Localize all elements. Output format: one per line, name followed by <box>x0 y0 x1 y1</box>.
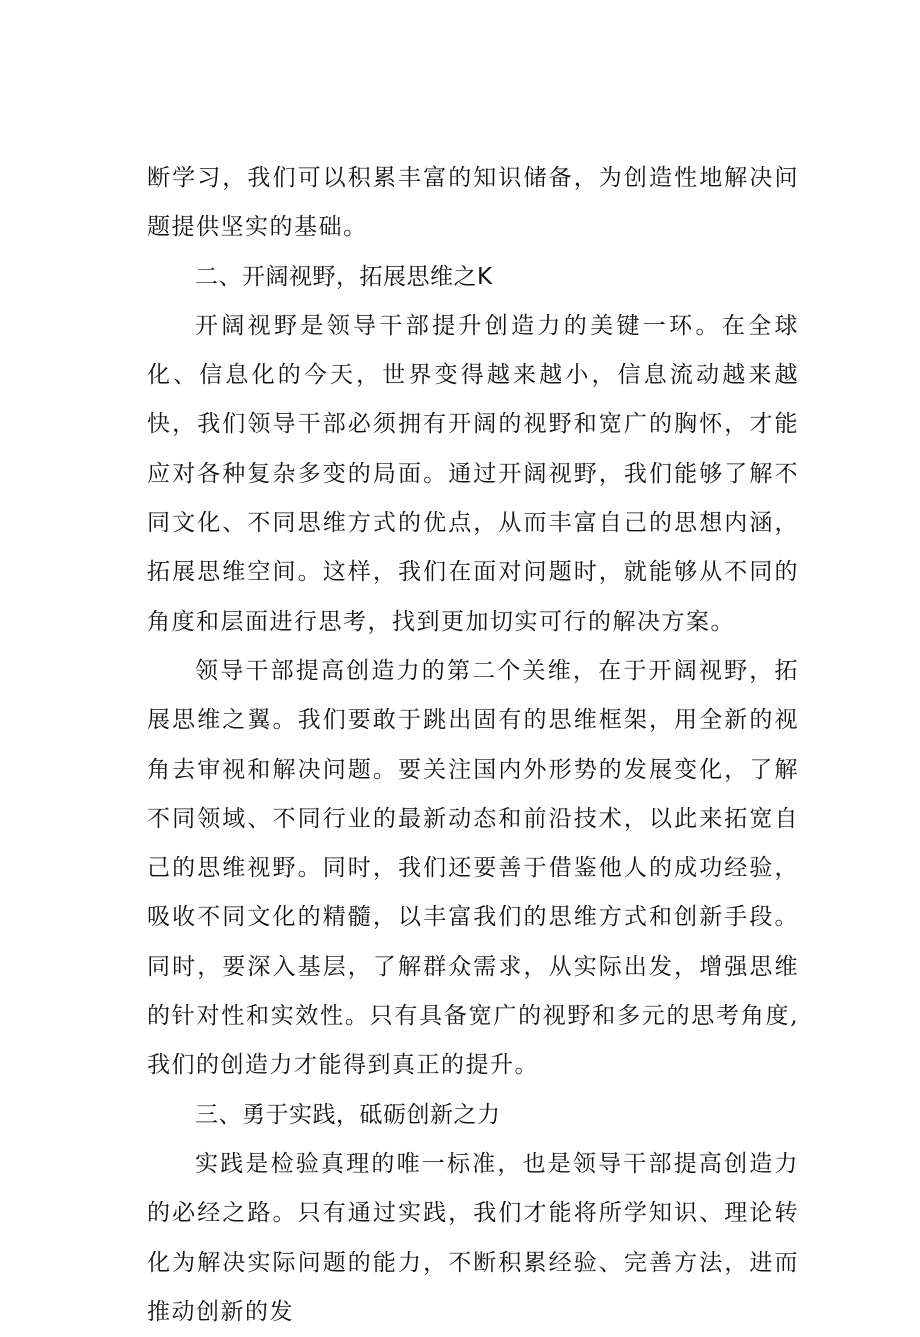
paragraph-practice: 实践是检验真理的唯一标准，也是领导干部提高创造力的必经之路。只有通过实践，我们才能将所学知识、理论转化为解决实际问题的能力，不断积累经验、完善方法，进而推动创新的发 <box>147 1150 799 1325</box>
section-heading-3: 三、勇于实践，砥砺创新之力 <box>195 1101 501 1128</box>
document-body <box>147 154 799 1337</box>
paragraph-second-key: 领导干部提高创造力的第二个关维，在于开阔视野，拓展思维之翼。我们要敢于跳出固有的思维框架，用全新的视角去审视和解决问题。要关注国内外形势的发展变化，了解不同领域、不同行业的最新动态和前沿技术，以此来拓宽自己的思维视野。同时，我们还要善于借鉴他人的成功经验，吸收不同文化的精髓，以丰富我们的思维方式和创新手段。同时，要深入基层，了解群众需求，从实际出发，增强思维的针对性和实效性。只有具备宽广的视野和多元的思考角度,我们的创造力才能得到真正的提升。 <box>147 657 799 1079</box>
paragraph-continuation: 断学习，我们可以积累丰富的知识储备，为创造性地解决问题提供坚实的基础。 <box>147 165 799 241</box>
paragraph-broaden-vision: 开阔视野是领导干部提升创造力的美键一环。在全球化、信息化的今天，世界变得越来越小，信息流动越来越快，我们领导干部必须拥有开阔的视野和宽广的胸怀，才能应对各种复杂多变的局面。通过开阔视野，我们能够了解不同文化、不同思维方式的优点，从而丰富自己的思想内涵，拓展思维空间。这样，我们在面对问题时，就能够从不同的角度和层面进行思考，找到更加切实可行的解决方案。 <box>147 312 799 635</box>
section-heading-2: 二、开阔视野，拓展思维之K <box>195 263 493 290</box>
